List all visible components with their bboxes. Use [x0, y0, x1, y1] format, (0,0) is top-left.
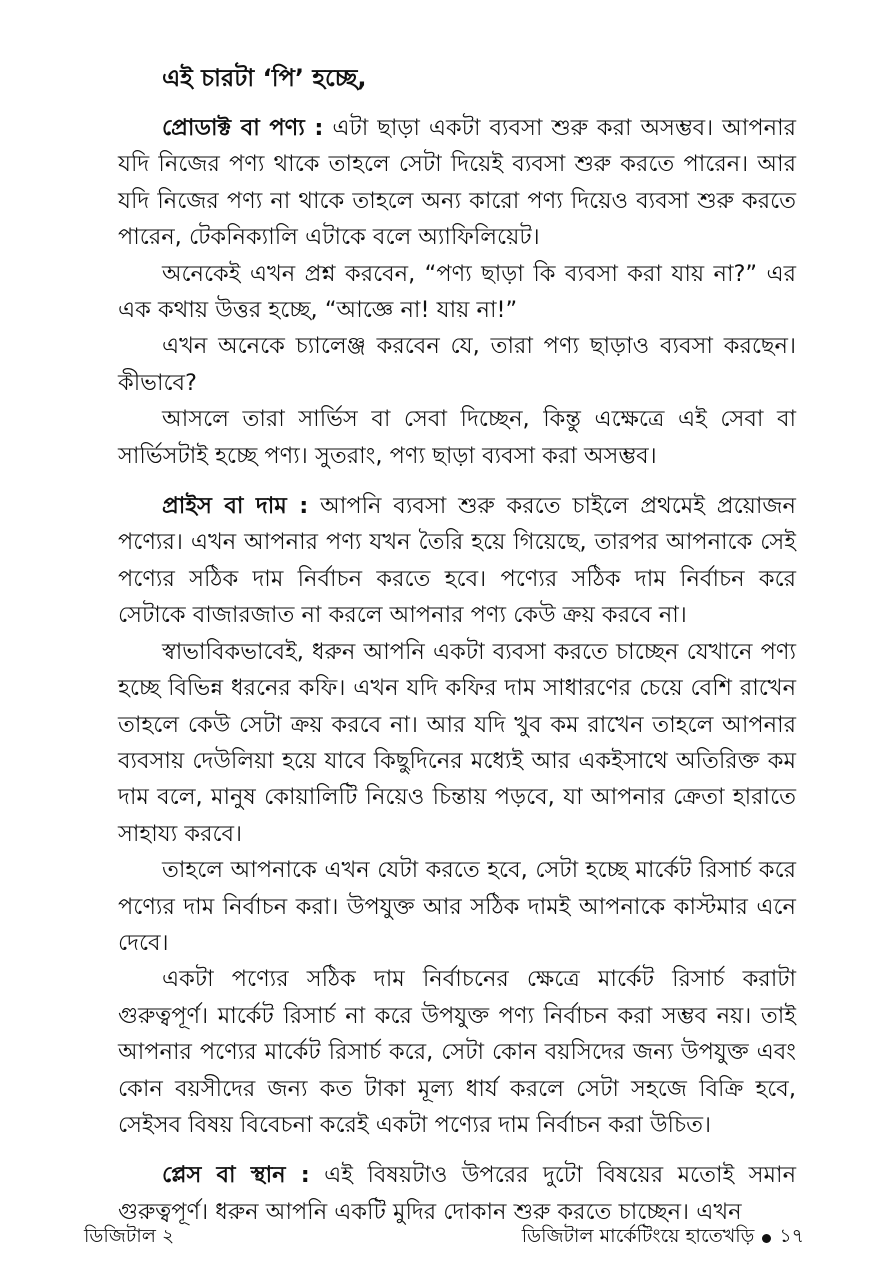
page-content [118, 58, 796, 1230]
paragraph: স্বাভাবিকভাবেই, ধরুন আপনি একটা ব্যবসা করতে চাচ্ছেন যেখানে পণ্য হচ্ছে বিভিন্ন ধরনের কফি। এখন যদি কফির দাম সাধারণের চেয়ে বেশি রাখেন তাহলে কেউ সেটা ক্রয় করবে না। আর যদি খুব কম রাখেন তাহলে আপনার ব্যবসায় দেউলিয়া হয়ে যাবে কিছুদিনের মধ্যেই আর একইসাথে অতিরিক্ত কম দাম বলে, মানুষ কোয়ালিটি নিয়েও চিন্তায় পড়বে, যা আপনার ক্রেতা হারাতে সাহায্য করবে। [118, 638, 796, 847]
footer-left-label: ডিজিটাল ২ [84, 1225, 175, 1247]
term-place: প্লেস বা স্থান : [162, 1162, 310, 1189]
page-number: ১৭ [779, 1225, 804, 1247]
term-product: প্রোডাক্ট বা পণ্য : [162, 115, 324, 141]
paragraph-product [118, 110, 796, 256]
paragraph: এখন অনেকে চ্যালেঞ্জ করবেন যে, তারা পণ্য ছাড়াও ব্যবসা করছেন। কীভাবে? [118, 333, 796, 396]
section-heading: এই চারটা ‘পি’ হচ্ছে, [162, 64, 367, 92]
term-price: প্রাইস বা দাম : [162, 493, 309, 520]
paragraph: তাহলে আপনাকে এখন যেটা করতে হবে, সেটা হচ্ছে মার্কেট রিসার্চ করে পণ্যের দাম নির্বাচন করা। উপযুক্ত আর সঠিক দামই আপনাকে কাস্টমার এনে দেবে। [118, 857, 796, 956]
paragraph: অনেকেই এখন প্রশ্ন করবেন, “পণ্য ছাড়া কি ব্যবসা করা যায় না?” এর এক কথায় উত্তর হচ্ছে, “আজ্ঞে না! যায় না!” [118, 260, 796, 324]
paragraph-text: আপনি ব্যবসা শুরু করতে চাইলে প্রথমেই প্রয়োজন পণ্যের। এখন আপনার পণ্য যখন তৈরি হয়ে গিয়েছে, তারপর আপনাকে সেই পণ্যের সঠিক দাম নির্বাচন করতে হবে। পণ্যের সঠিক দাম নির্বাচন করে সেটাকে বাজারজাত না করলে আপনার পণ্য কেউ ক্রয় করবে না। [118, 493, 796, 629]
paragraph: আসলে তারা সার্ভিস বা সেবা দিচ্ছেন, কিন্তু এক্ষেত্রে এই সেবা বা সার্ভিসটাই হচ্ছে পণ্য। সুতরাং, পণ্য ছাড়া ব্যবসা করা অসম্ভব। [118, 406, 796, 469]
paragraph-place [118, 1157, 796, 1230]
book-title: ডিজিটাল মার্কেটিংয়ে হাতেখড়ি [521, 1225, 755, 1247]
paragraph-text: এটা ছাড়া একটা ব্যবসা শুরু করা অসম্ভব। আপনার যদি নিজের পণ্য থাকে তাহলে সেটা দিয়েই ব্যবসা শুরু করতে পারেন। আর যদি নিজের পণ্য না থাকে তাহলে অন্য কারো পণ্য দিয়েও ব্যবসা শুরু করতে পারেন, টেকনিক্যালি এটাকে বলে অ্যাফিলিয়েট। [118, 115, 797, 251]
footer-right [522, 1222, 804, 1254]
page-footer [0, 1222, 870, 1252]
paragraph: একটা পণ্যের সঠিক দাম নির্বাচনের ক্ষেত্রে মার্কেট রিসার্চ করাটা গুরুত্বপূর্ণ। মার্কেট রিসার্চ না করে উপযুক্ত পণ্য নির্বাচন করা সম্ভব নয়। তাই আপনার পণ্যের মার্কেট রিসার্চ করে, সেটা কোন বয়সিদের জন্য উপযুক্ত এবং কোন বয়সীদের জন্য কত টাকা মূল্য ধার্য করলে সেটা সহজে বিক্রি হবে, সেইসব বিষয় বিবেচনা করেই একটা পণ্যের দাম নির্বাচন করা উচিত। [118, 966, 796, 1138]
bullet-icon [762, 1234, 771, 1243]
paragraph-price [118, 488, 796, 634]
paragraph-text: এই বিষয়টাও উপরের দুটো বিষয়ের মতোই সমান গুরুত্বপূর্ণ। ধরুন আপনি একটি মুদির দোকান শুরু করতে চাচ্ছেন। এখন [118, 1162, 796, 1225]
